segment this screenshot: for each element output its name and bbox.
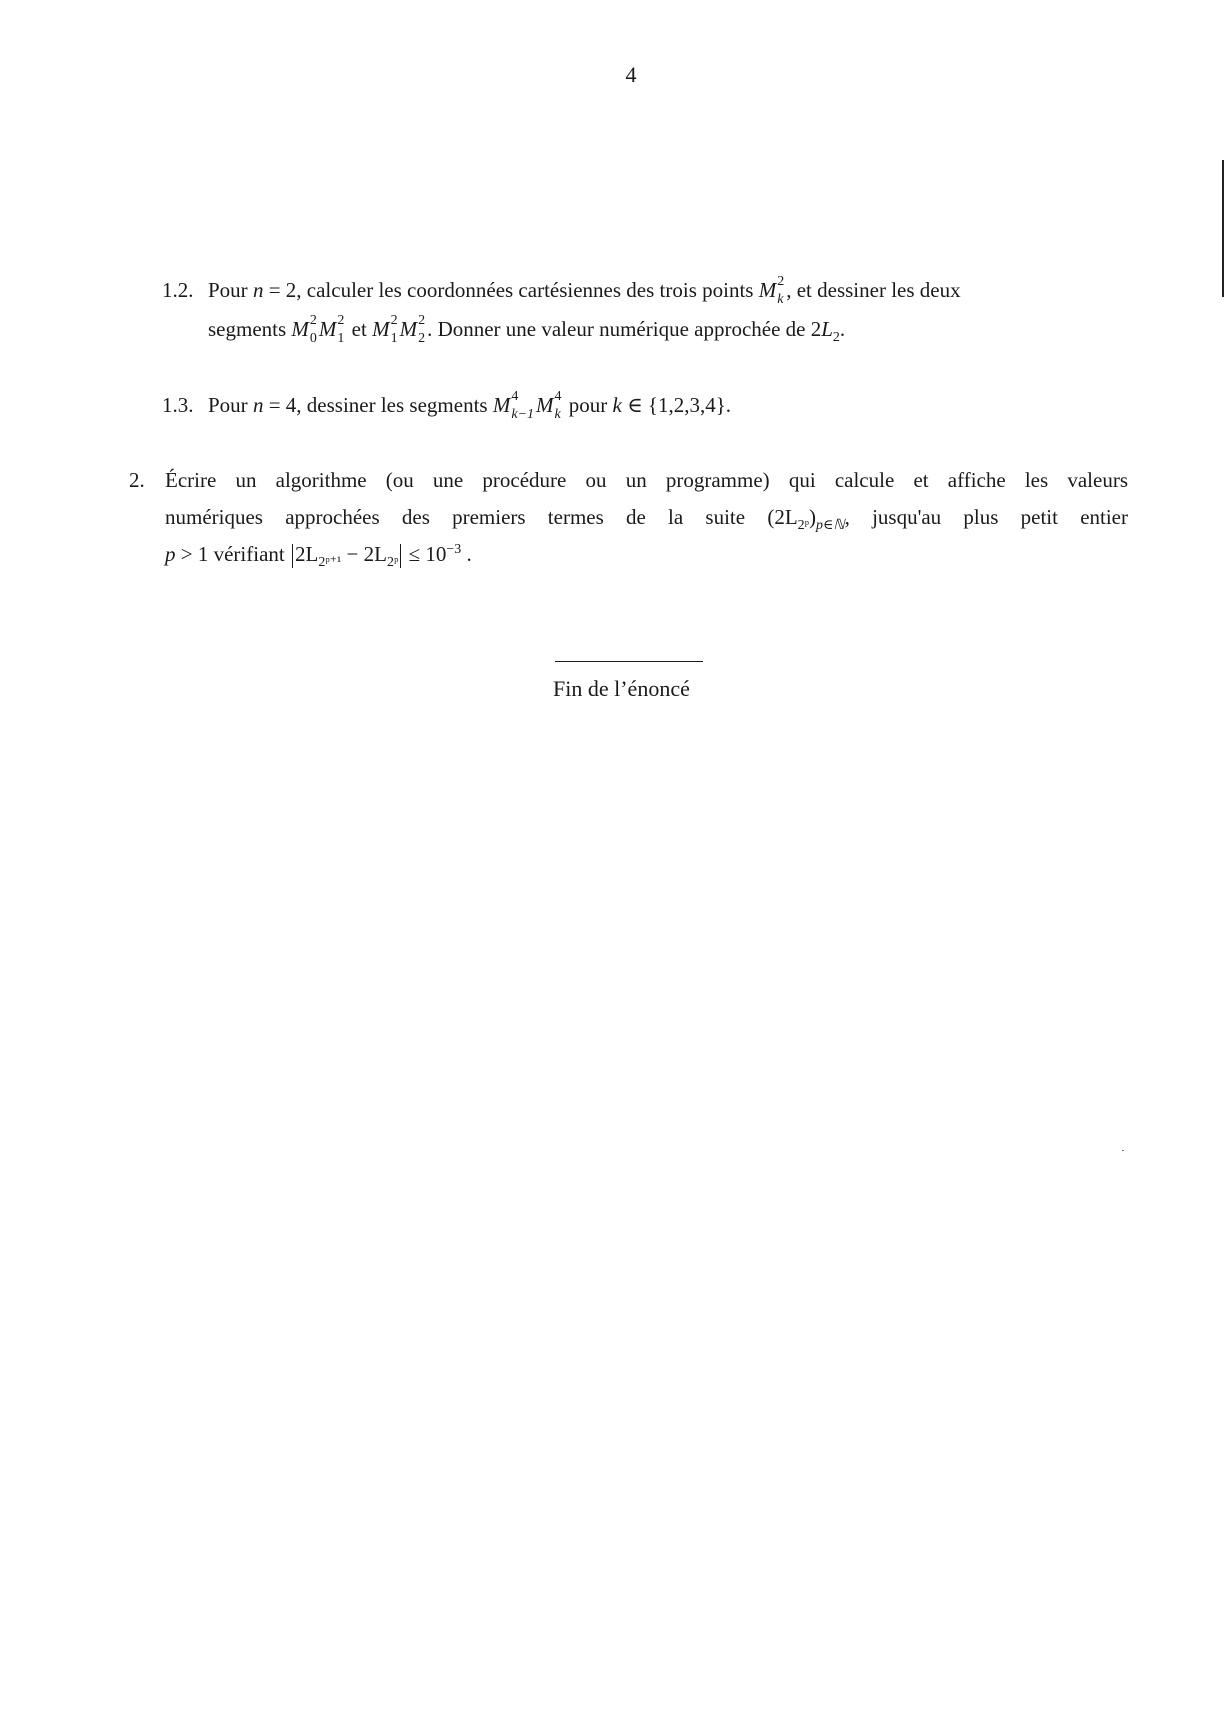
scan-speck bbox=[1122, 1150, 1124, 1151]
question-2-line-3: p > 1 vérifiant $2L_{2ᵖ^{+1}} - 2L_{2ᵖ} \le 10^{-3}$ . bbox=[165, 542, 472, 571]
question-number: 1.2. bbox=[162, 278, 194, 302]
sequence-expression: $(2L_{2ᵖ})_{p\in ℕ}$ bbox=[767, 505, 845, 534]
end-of-statement: Fin de l’énoncé bbox=[553, 676, 690, 701]
question-1-2-line-2: segments M 2 0 M 2 1 et M 2 1 M 2 2 . Donner une valeur numérique approchée de $2L_2$. bbox=[208, 313, 846, 347]
segment-expression: M 4 k−1 M 4 k bbox=[492, 389, 562, 423]
page-number: 4 bbox=[625, 62, 637, 87]
question-1-3: 1.3. Pour n = 4, dessiner les segments M 4 k−1 M 4 k pour k ∈ {1,2,3,4}. bbox=[162, 389, 732, 423]
absolute-difference: $2L_{2ᵖ^{+1}} - 2L_{2ᵖ}$ bbox=[290, 542, 403, 566]
question-1-2-line-1: 1.2. Pour n = 2, calculer les coordonnées cartésiennes des trois points M 2 k , et dessiner les deux bbox=[162, 274, 961, 308]
question-number: 1.3. bbox=[162, 393, 194, 417]
question-2-number: 2. bbox=[129, 468, 145, 492]
question-2-line-1: Écrire un algorithme (ou une procédure ou un programme) qui calcule et affiche les valeurs bbox=[165, 468, 1128, 492]
approx-expression: $2L_2$ bbox=[810, 317, 840, 346]
end-divider bbox=[555, 661, 703, 662]
point-symbol: M bbox=[758, 278, 777, 302]
question-2-line-2: numériques approchées des premiers termes de la suite $(2L_{2ᵖ})_{p\in ℕ}$, jusqu'au plus petit entier bbox=[165, 505, 1128, 534]
margin-mark bbox=[1222, 160, 1224, 297]
